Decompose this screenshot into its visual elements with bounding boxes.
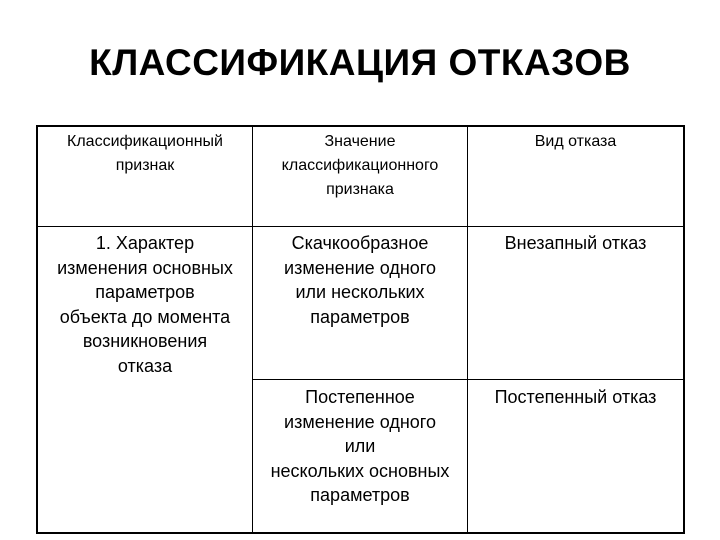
row1-type-line: Внезапный отказ — [504, 233, 647, 253]
row1-feature — [38, 231, 252, 378]
row2-value-line: изменение одного — [284, 411, 436, 432]
row1-value-line: или нескольких — [295, 282, 425, 302]
table-border-bottom — [36, 532, 685, 534]
row1-feature-line: возникновения — [82, 331, 208, 351]
row1-value-line: параметров — [310, 306, 410, 327]
header-type-line: Вид отказа — [534, 133, 617, 150]
header-value-line: классификационного — [281, 157, 439, 174]
row-divider — [252, 379, 685, 380]
row2-type — [468, 385, 683, 410]
row2-value-line: Постепенное — [305, 387, 415, 407]
header-type — [468, 130, 683, 154]
row2-value — [253, 385, 467, 508]
row1-value-line: изменение одного — [284, 257, 436, 278]
row2-type-line: Постепенный отказ — [494, 387, 657, 407]
row2-value-line: параметров — [310, 485, 410, 505]
row1-feature-line: 1. Характер — [95, 233, 195, 253]
header-feature-line: Классификационный — [67, 133, 223, 150]
page-title: КЛАССИФИКАЦИЯ ОТКАЗОВ — [89, 42, 631, 83]
table-border-right — [683, 125, 685, 534]
header-value-line: Значение — [324, 133, 396, 150]
row2-value-line: или — [344, 436, 376, 456]
row1-feature-line: изменения основных — [57, 257, 233, 278]
header-divider — [36, 226, 685, 227]
row1-type — [468, 231, 683, 256]
row1-feature-line: отказа — [117, 355, 173, 376]
row1-value — [253, 231, 467, 329]
header-feature — [38, 130, 252, 178]
table-border-top — [36, 125, 685, 127]
row1-feature-line: объекта до момента — [59, 306, 231, 327]
header-value-line: признака — [326, 181, 394, 198]
row1-value-line: Скачкообразное — [291, 233, 429, 253]
header-feature-line: признак — [115, 157, 175, 174]
row2-value-line: нескольких основных — [270, 460, 450, 481]
row1-feature-line: параметров — [95, 282, 195, 302]
header-value — [253, 130, 467, 202]
column-divider-2 — [467, 125, 468, 534]
